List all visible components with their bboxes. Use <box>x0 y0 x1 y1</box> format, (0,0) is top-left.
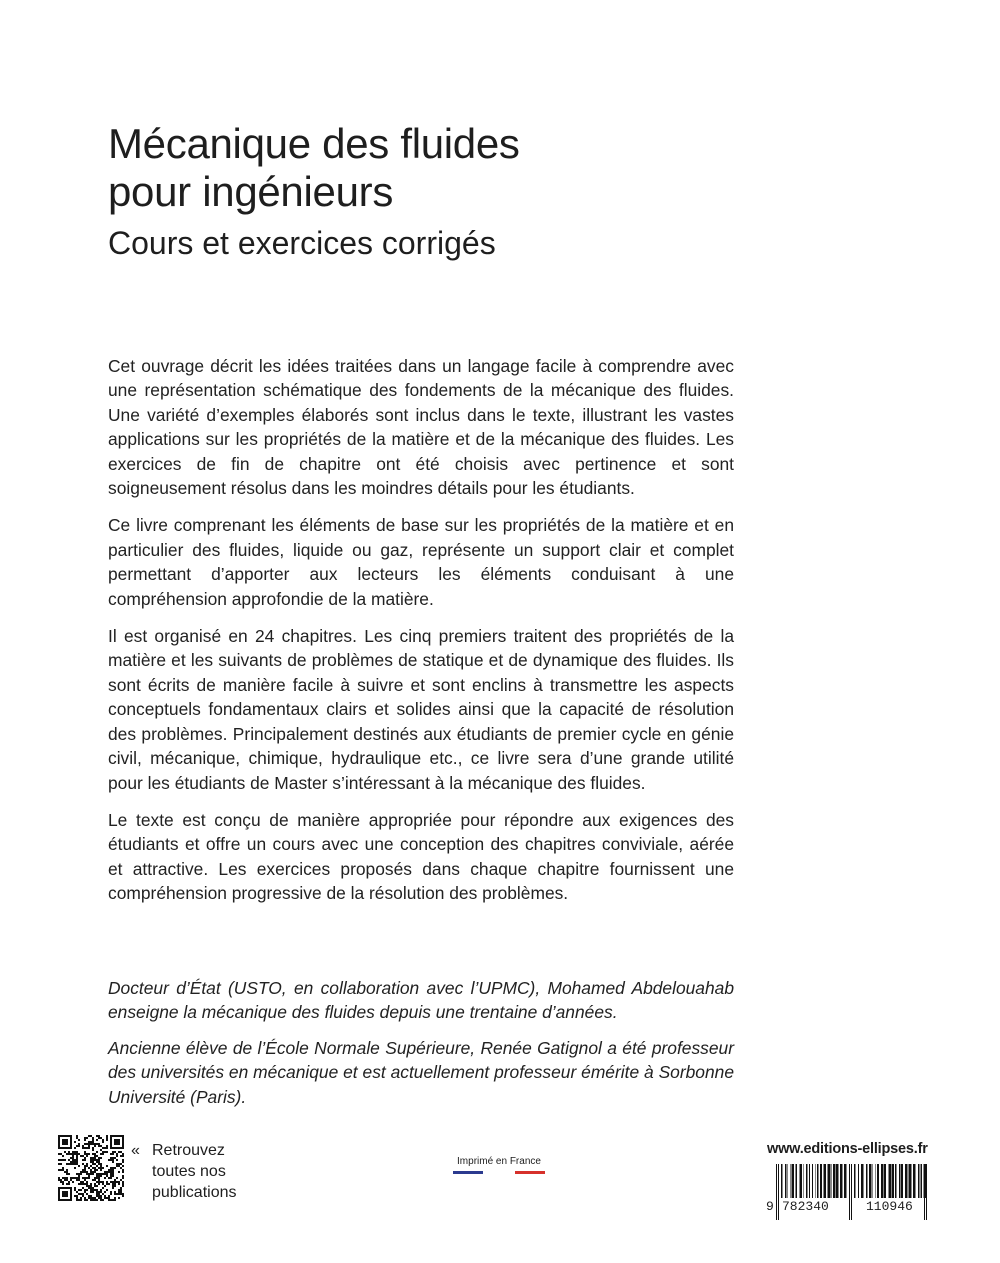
author-bios <box>108 976 734 1120</box>
book-title-line-2: pour ingénieurs <box>108 168 394 215</box>
isbn-group-1: 782340 <box>782 1199 829 1214</box>
book-title-line-1: Mécanique des fluides <box>108 120 520 167</box>
description-paragraph: Le texte est conçu de manière appropriée pour répondre aux exigences des étudiants et offre un cours avec une conception des chapitres conviviale, aérée et attractive. Les exercices proposés dans chaque chapitre fournissent une compréhension progressive de la résolution des problèmes. <box>108 809 734 904</box>
description-paragraph: Ce livre comprenant les éléments de base sur les propriétés de la matière et en particulier des fluides, liquide ou gaz, représente un support clair et complet permettant d’apporter aux lecteurs les éléments conduisant à une compréhension approfondie de la matière. <box>108 515 734 609</box>
flag-red-bar <box>515 1171 545 1174</box>
isbn-group-2: 110946 <box>866 1199 913 1214</box>
french-flag-icon <box>451 1171 547 1175</box>
double-chevron-left-icon: « <box>131 1142 140 1159</box>
publisher-website[interactable]: www.editions-ellipses.fr <box>767 1141 928 1157</box>
printed-in-france <box>451 1156 547 1175</box>
description <box>108 354 734 919</box>
title-block <box>108 120 808 264</box>
publications-promo[interactable] <box>131 1140 237 1203</box>
author-bio: Docteur d’État (USTO, en collaboration avec l’UPMC), Mohamed Abdelouahab enseigne la mécanique des fluides depuis une trentaine d’années. <box>108 978 734 1023</box>
promo-line: publications <box>152 1184 237 1201</box>
promo-line: Retrouvez <box>152 1142 225 1159</box>
promo-line: toutes nos <box>152 1163 226 1180</box>
description-paragraph: Cet ouvrage décrit les idées traitées dans un langage facile à comprendre avec une représentation schématique des fondements de la mécanique des fluides. Une variété d’exemples élaborés sont inclus dans le texte, illustrant les vastes applications sur les propriétés de la matière et de la mécanique des fluides. Les exercices de fin de chapitre ont été choisis avec pertinence et sont soigneusement résolus dans les moindres détails pour les étudiants. <box>108 356 734 499</box>
author-bio: Ancienne élève de l’École Normale Supérieure, Renée Gatignol a été professeur des universités en mécanique et est actuellement professeur émérite à Sorbonne Université (Paris). <box>108 1037 734 1107</box>
qr-code-icon[interactable] <box>58 1135 124 1201</box>
book-subtitle: Cours et exercices corrigés <box>108 225 496 261</box>
description-paragraph: Il est organisé en 24 chapitres. Les cinq premiers traitent des propriétés de la matière et les suivants de problèmes de statique et de dynamique des fluides. Ils sont écrits de manière facile à suivre et sont enclins à transmettre les aspects conceptuels fondamentaux clairs et solides ainsi que la capacité de résolution des problèmes. Principalement destinés aux étudiants de premier cycle en génie civil, mécanique, chimique, hydraulique etc., ce livre sera d’une grande utilité pour les étudiants de Master s’intéressant à la mécanique des fluides. <box>108 626 734 793</box>
flag-blue-bar <box>453 1171 483 1174</box>
isbn-first-digit: 9 <box>766 1199 774 1214</box>
printed-label: Imprimé en France <box>457 1156 541 1167</box>
